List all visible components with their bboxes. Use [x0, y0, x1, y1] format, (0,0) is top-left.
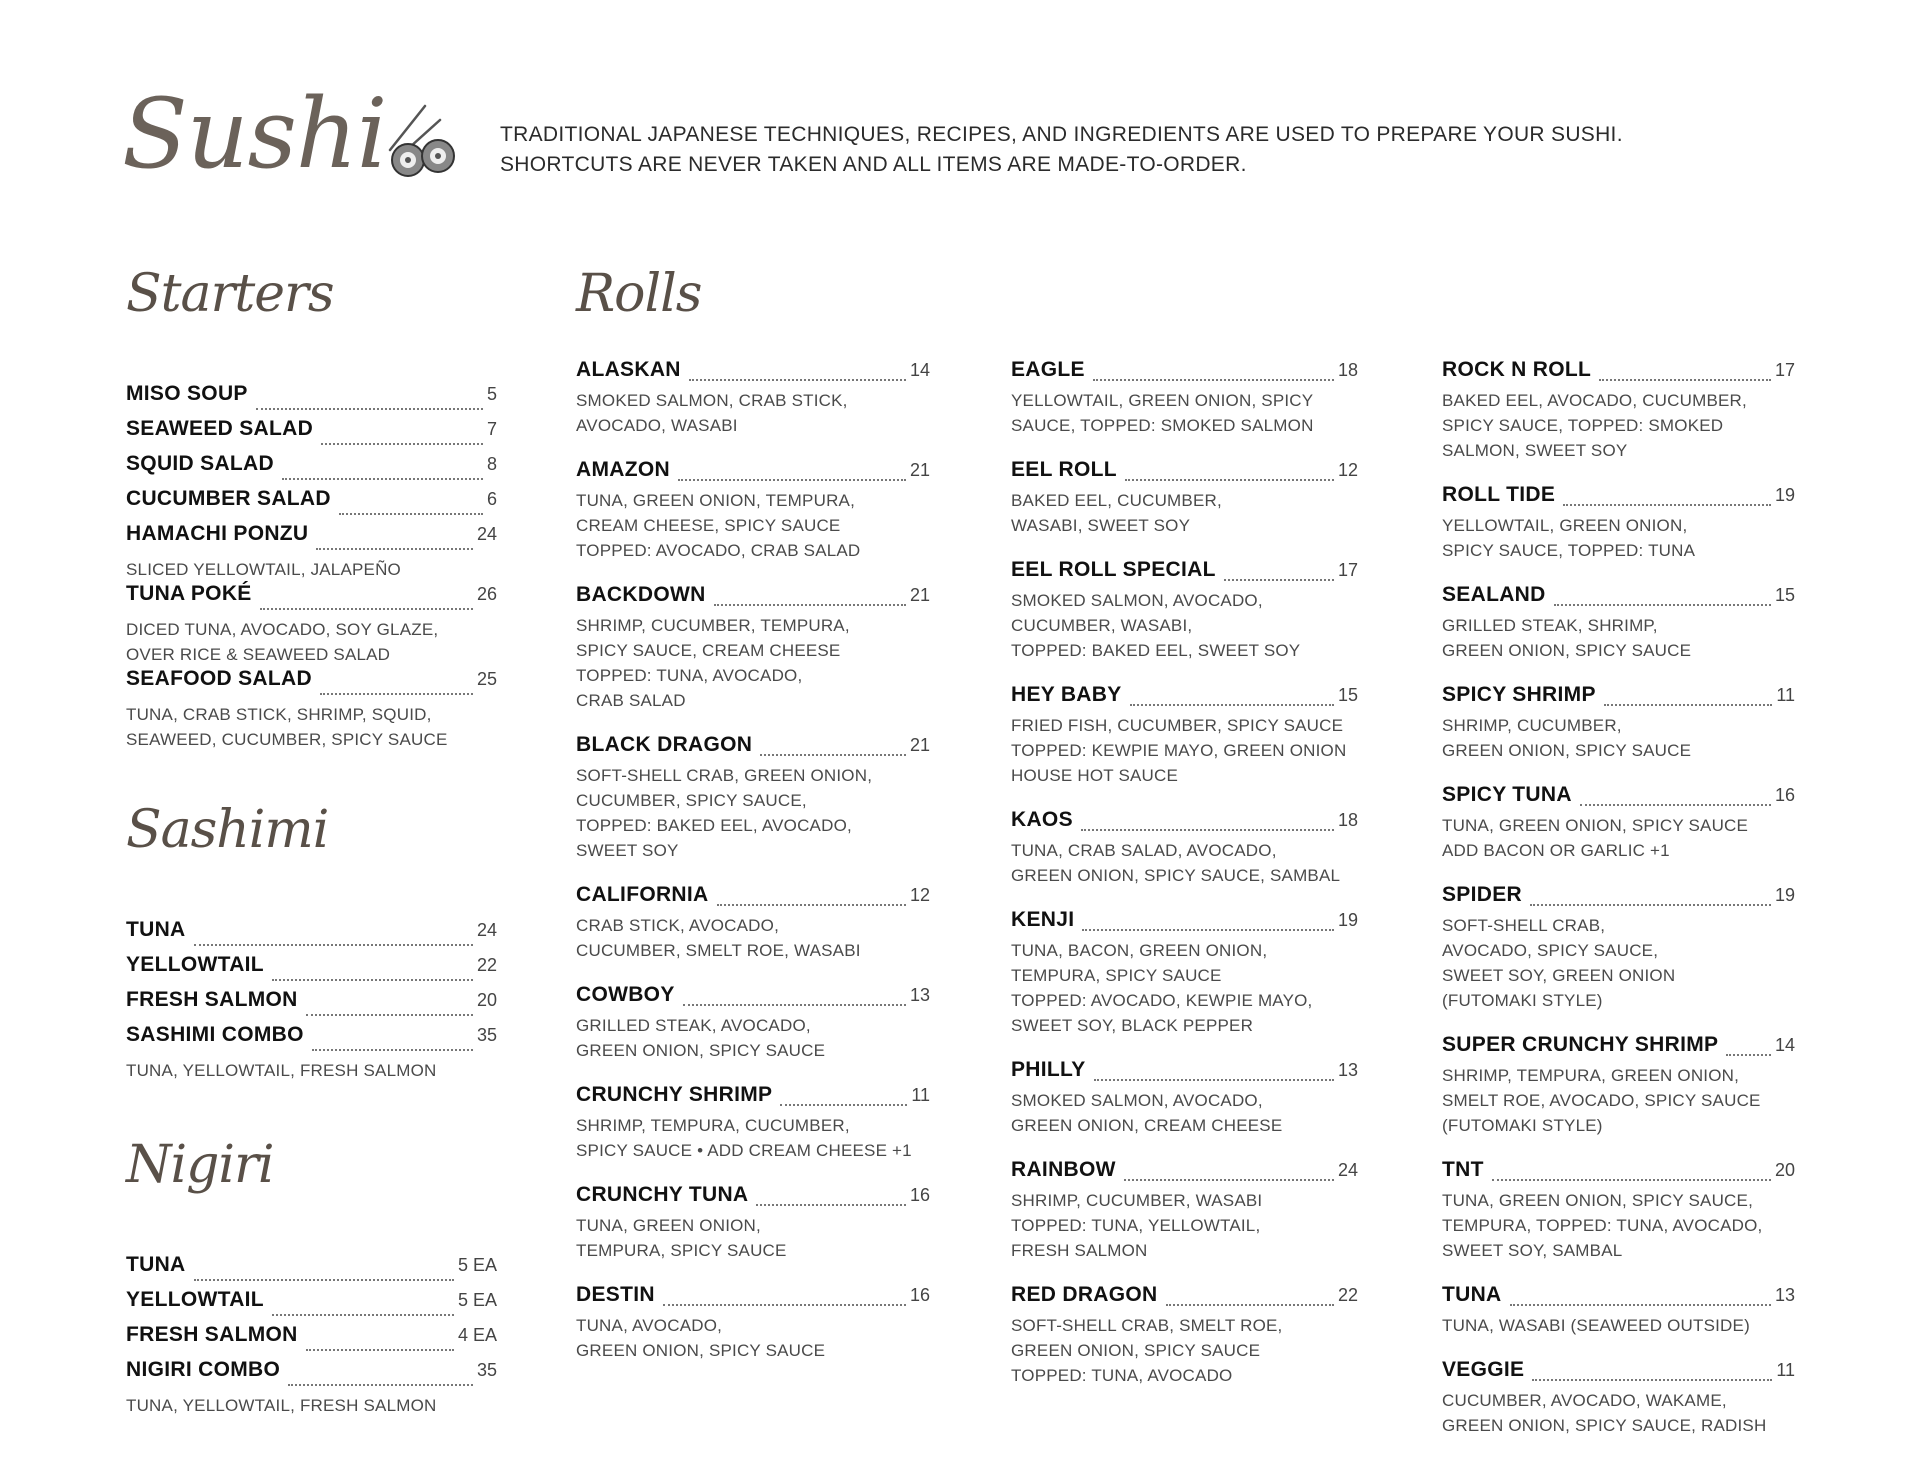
menu-item: [576, 1083, 930, 1163]
dot-leader: [689, 379, 906, 381]
menu-item: [126, 582, 497, 667]
menu-item: [1442, 883, 1795, 1013]
dot-leader: [1124, 1179, 1334, 1181]
menu-item-price: 15: [1337, 685, 1358, 705]
menu-item-name: KENJI: [1011, 908, 1075, 931]
menu-item-price: 4 EA: [457, 1325, 497, 1345]
menu-item: [126, 1023, 497, 1083]
dot-leader: [282, 478, 483, 480]
menu-item-name: BLACK DRAGON: [576, 733, 753, 756]
menu-item-description: TUNA, CRAB SALAD, AVOCADO, GREEN ONION, SPICY SAUCE, SAMBAL: [1011, 841, 1341, 885]
menu-item-description: TUNA, CRAB STICK, SHRIMP, SQUID, SEAWEED, CUCUMBER, SPICY SAUCE: [126, 705, 448, 749]
menu-item: [576, 883, 930, 963]
menu-item-name: SPICY SHRIMP: [1442, 683, 1596, 706]
menu-item-description: TUNA, BACON, GREEN ONION, TEMPURA, SPICY SAUCE TOPPED: AVOCADO, KEWPIE MAYO, SWEET SOY, BLACK PEPPER: [1011, 941, 1313, 1035]
dot-leader: [312, 1049, 473, 1051]
nigiri-list: [126, 1253, 497, 1418]
menu-item: [126, 522, 497, 582]
menu-item-name: HAMACHI PONZU: [126, 522, 309, 545]
dot-leader: [1166, 1304, 1334, 1306]
menu-item-row: [1442, 1358, 1795, 1388]
menu-item-name: EAGLE: [1011, 358, 1085, 381]
menu-item-name: TUNA: [1442, 1283, 1502, 1306]
menu-item-price: 19: [1774, 885, 1795, 905]
menu-item-row: [1011, 358, 1358, 388]
menu-item-description: BAKED EEL, CUCUMBER, WASABI, SWEET SOY: [1011, 491, 1222, 535]
menu-item: [126, 452, 497, 487]
dot-leader: [756, 1204, 906, 1206]
menu-item: [126, 487, 497, 522]
dot-leader: [1094, 1079, 1334, 1081]
menu-item-name: ROCK N ROLL: [1442, 358, 1592, 381]
menu-item-price: 21: [909, 585, 930, 605]
menu-item-name: AMAZON: [576, 458, 670, 481]
dot-leader: [194, 1279, 454, 1281]
dot-leader: [1082, 929, 1334, 931]
page-title: Sushi: [122, 78, 387, 190]
menu-item-price: 17: [1774, 360, 1795, 380]
dot-leader: [1554, 604, 1771, 606]
menu-item: [576, 458, 930, 563]
menu-item: [1442, 583, 1795, 663]
menu-item-description: GRILLED STEAK, SHRIMP, GREEN ONION, SPICY SAUCE: [1442, 616, 1692, 660]
menu-item-row: [126, 382, 497, 417]
section-heading-nigiri: Nigiri: [126, 1135, 274, 1195]
menu-item-row: [576, 458, 930, 488]
menu-item-description: SHRIMP, TEMPURA, GREEN ONION, SMELT ROE, AVOCADO, SPICY SAUCE (FUTOMAKI STYLE): [1442, 1066, 1761, 1135]
menu-item: [1011, 1283, 1358, 1388]
menu-item: [1442, 683, 1795, 763]
menu-item-row: [126, 1253, 497, 1288]
menu-item: [576, 358, 930, 438]
menu-item: [1442, 483, 1795, 563]
menu-item-name: MISO SOUP: [126, 382, 248, 405]
dot-leader: [780, 1104, 907, 1106]
dot-leader: [1604, 704, 1773, 706]
menu-item-row: [576, 1283, 930, 1313]
dot-leader: [683, 1004, 906, 1006]
menu-item-name: PHILLY: [1011, 1058, 1086, 1081]
menu-item-row: [126, 1358, 497, 1393]
menu-item-name: YELLOWTAIL: [126, 953, 264, 976]
menu-item-name: SEAFOOD SALAD: [126, 667, 312, 690]
rolls-column-2: [1011, 358, 1358, 1408]
dot-leader: [306, 1014, 473, 1016]
menu-item-price: 24: [1337, 1160, 1358, 1180]
menu-item-price: 18: [1337, 810, 1358, 830]
dot-leader: [760, 754, 906, 756]
menu-item: [126, 988, 497, 1023]
menu-item-name: EEL ROLL: [1011, 458, 1117, 481]
menu-item-price: 13: [1337, 1060, 1358, 1080]
menu-item-description: DICED TUNA, AVOCADO, SOY GLAZE, OVER RICE & SEAWEED SALAD: [126, 620, 439, 664]
dot-leader: [717, 904, 906, 906]
dot-leader: [1530, 904, 1771, 906]
menu-item-description: CUCUMBER, AVOCADO, WAKAME, GREEN ONION, SPICY SAUCE, RADISH: [1442, 1391, 1767, 1435]
dot-leader: [663, 1304, 906, 1306]
menu-item-name: RAINBOW: [1011, 1158, 1116, 1181]
menu-item-description: BAKED EEL, AVOCADO, CUCUMBER, SPICY SAUCE, TOPPED: SMOKED SALMON, SWEET SOY: [1442, 391, 1747, 460]
dot-leader: [194, 944, 473, 946]
menu-item-price: 35: [476, 1360, 497, 1380]
menu-item-name: TUNA: [126, 1253, 186, 1276]
menu-item-price: 11: [1776, 685, 1795, 705]
starters-list: [126, 382, 497, 752]
menu-item-price: 21: [909, 460, 930, 480]
menu-item-row: [1442, 683, 1795, 713]
menu-item-row: [576, 583, 930, 613]
menu-item-price: 17: [1337, 560, 1358, 580]
menu-item-price: 6: [486, 489, 497, 509]
menu-item: [576, 983, 930, 1063]
sashimi-list: [126, 918, 497, 1083]
dot-leader: [714, 604, 906, 606]
menu-item-name: CUCUMBER SALAD: [126, 487, 331, 510]
menu-item-description: CRAB STICK, AVOCADO, CUCUMBER, SMELT ROE, WASABI: [576, 916, 861, 960]
menu-item-price: 14: [1774, 1035, 1795, 1055]
menu-item-row: [1442, 1283, 1795, 1313]
menu-item-description: SOFT-SHELL CRAB, AVOCADO, SPICY SAUCE, SWEET SOY, GREEN ONION (FUTOMAKI STYLE): [1442, 916, 1676, 1010]
menu-item-price: 18: [1337, 360, 1358, 380]
menu-item-price: 15: [1774, 585, 1795, 605]
menu-item-description: SHRIMP, TEMPURA, CUCUMBER, SPICY SAUCE • ADD CREAM CHEESE +1: [576, 1116, 912, 1160]
menu-item-description: TUNA, GREEN ONION, SPICY SAUCE ADD BACON OR GARLIC +1: [1442, 816, 1749, 860]
menu-item-row: [126, 417, 497, 452]
menu-item-name: SPIDER: [1442, 883, 1522, 906]
menu-item: [1011, 908, 1358, 1038]
menu-item-row: [576, 883, 930, 913]
menu-item-row: [126, 1023, 497, 1058]
dot-leader: [1130, 704, 1334, 706]
menu-item: [1442, 1158, 1795, 1263]
menu-item-name: FRESH SALMON: [126, 988, 298, 1011]
menu-item: [1442, 1033, 1795, 1138]
menu-item-description: YELLOWTAIL, GREEN ONION, SPICY SAUCE, TOPPED: TUNA: [1442, 516, 1696, 560]
menu-item-name: SPICY TUNA: [1442, 783, 1572, 806]
menu-item-description: SOFT-SHELL CRAB, SMELT ROE, GREEN ONION, SPICY SAUCE TOPPED: TUNA, AVOCADO: [1011, 1316, 1283, 1385]
menu-item-name: CALIFORNIA: [576, 883, 709, 906]
menu-item-name: SUPER CRUNCHY SHRIMP: [1442, 1033, 1719, 1056]
menu-item-description: SLICED YELLOWTAIL, JALAPEÑO: [126, 560, 401, 579]
menu-item-name: YELLOWTAIL: [126, 1288, 264, 1311]
rolls-column-1: [576, 358, 930, 1383]
menu-item-row: [126, 953, 497, 988]
menu-item-price: 14: [909, 360, 930, 380]
menu-item-row: [1011, 1283, 1358, 1313]
menu-item-row: [576, 1083, 930, 1113]
menu-item-name: CRUNCHY SHRIMP: [576, 1083, 773, 1106]
menu-item-row: [1442, 483, 1795, 513]
menu-item-price: 20: [476, 990, 497, 1010]
menu-item-row: [126, 487, 497, 522]
menu-item-name: TNT: [1442, 1158, 1484, 1181]
menu-item-row: [1011, 1058, 1358, 1088]
menu-item: [1011, 683, 1358, 788]
menu-item-description: SMOKED SALMON, CRAB STICK, AVOCADO, WASABI: [576, 391, 848, 435]
dot-leader: [260, 608, 473, 610]
menu-item-price: 13: [909, 985, 930, 1005]
dot-leader: [1510, 1304, 1771, 1306]
dot-leader: [1580, 804, 1771, 806]
menu-item-row: [1442, 783, 1795, 813]
menu-item: [126, 918, 497, 953]
menu-item-name: BACKDOWN: [576, 583, 706, 606]
menu-item-price: 7: [486, 419, 497, 439]
menu-item-price: 12: [909, 885, 930, 905]
menu-item: [1011, 558, 1358, 663]
menu-item-price: 11: [911, 1085, 930, 1105]
menu-item-price: 13: [1774, 1285, 1795, 1305]
menu-item: [1011, 1158, 1358, 1263]
dot-leader: [288, 1384, 473, 1386]
menu-item: [1442, 1283, 1795, 1338]
left-column: [126, 264, 497, 1418]
menu-item: [126, 1253, 497, 1288]
menu-item: [576, 583, 930, 713]
rolls-column-3: [1442, 358, 1795, 1458]
menu-item-row: [1011, 908, 1358, 938]
section-heading-sashimi: Sashimi: [126, 800, 329, 860]
menu-item-description: TUNA, GREEN ONION, TEMPURA, CREAM CHEESE, SPICY SAUCE TOPPED: AVOCADO, CRAB SALAD: [576, 491, 861, 560]
menu-item: [1011, 358, 1358, 438]
menu-item-description: FRIED FISH, CUCUMBER, SPICY SAUCE TOPPED: KEWPIE MAYO, GREEN ONION HOUSE HOT SAUCE: [1011, 716, 1347, 785]
menu-item-price: 5: [486, 384, 497, 404]
menu-item-name: COWBOY: [576, 983, 675, 1006]
dot-leader: [678, 479, 906, 481]
menu-item-price: 20: [1774, 1160, 1795, 1180]
dot-leader: [256, 408, 483, 410]
menu-item-description: SMOKED SALMON, AVOCADO, GREEN ONION, CREAM CHEESE: [1011, 1091, 1283, 1135]
menu-item-price: 12: [1337, 460, 1358, 480]
dot-leader: [1125, 479, 1334, 481]
menu-item-description: TUNA, GREEN ONION, SPICY SAUCE, TEMPURA, TOPPED: TUNA, AVOCADO, SWEET SOY, SAMBAL: [1442, 1191, 1763, 1260]
menu-item-price: 25: [476, 669, 497, 689]
menu-item-row: [126, 1288, 497, 1323]
menu-item-name: NIGIRI COMBO: [126, 1358, 281, 1381]
menu-item-price: 21: [909, 735, 930, 755]
menu-item: [1442, 1358, 1795, 1438]
dot-leader: [316, 548, 473, 550]
menu-item-row: [126, 918, 497, 953]
menu-item-name: DESTIN: [576, 1283, 655, 1306]
menu-item-price: 16: [1774, 785, 1795, 805]
menu-item: [126, 1358, 497, 1418]
menu-item-row: [126, 988, 497, 1023]
dot-leader: [1081, 829, 1334, 831]
menu-item-price: 11: [1776, 1360, 1795, 1380]
dot-leader: [272, 1314, 454, 1316]
menu-item-description: TUNA, WASABI (SEAWEED OUTSIDE): [1442, 1316, 1750, 1335]
menu-item: [1011, 458, 1358, 538]
menu-item-description: SHRIMP, CUCUMBER, GREEN ONION, SPICY SAUCE: [1442, 716, 1692, 760]
menu-item-name: TUNA POKÉ: [126, 582, 252, 605]
dot-leader: [272, 979, 473, 981]
menu-item-name: ALASKAN: [576, 358, 681, 381]
menu-item-name: HEY BABY: [1011, 683, 1122, 706]
menu-item-row: [1011, 808, 1358, 838]
menu-item-row: [1011, 683, 1358, 713]
menu-item-name: SASHIMI COMBO: [126, 1023, 304, 1046]
menu-item: [126, 1288, 497, 1323]
menu-item-price: 35: [476, 1025, 497, 1045]
menu-item-row: [576, 1183, 930, 1213]
menu-item: [1011, 808, 1358, 888]
menu-item-name: VEGGIE: [1442, 1358, 1525, 1381]
menu-item-name: KAOS: [1011, 808, 1073, 831]
menu-item-price: 5 EA: [457, 1255, 497, 1275]
menu-item-price: 16: [909, 1185, 930, 1205]
dot-leader: [1563, 504, 1771, 506]
menu-item: [126, 667, 497, 752]
menu-item-price: 19: [1774, 485, 1795, 505]
menu-item-name: FRESH SALMON: [126, 1323, 298, 1346]
dot-leader: [320, 693, 473, 695]
menu-item-name: ROLL TIDE: [1442, 483, 1556, 506]
menu-item-name: SEALAND: [1442, 583, 1546, 606]
menu-item-name: SQUID SALAD: [126, 452, 274, 475]
menu-item-row: [1011, 558, 1358, 588]
menu-item-description: TUNA, GREEN ONION, TEMPURA, SPICY SAUCE: [576, 1216, 787, 1260]
menu-item-row: [1011, 458, 1358, 488]
menu-item-row: [576, 358, 930, 388]
menu-item-description: SHRIMP, CUCUMBER, WASABI TOPPED: TUNA, YELLOWTAIL, FRESH SALMON: [1011, 1191, 1263, 1260]
section-heading-rolls: Rolls: [576, 264, 702, 324]
menu-item-row: [126, 452, 497, 487]
dot-leader: [1599, 379, 1771, 381]
menu-item: [126, 417, 497, 452]
dot-leader: [1532, 1379, 1772, 1381]
dot-leader: [1093, 379, 1334, 381]
menu-item-name: RED DRAGON: [1011, 1283, 1158, 1306]
menu-item-description: TUNA, YELLOWTAIL, FRESH SALMON: [126, 1061, 437, 1080]
intro-line: TRADITIONAL JAPANESE TECHNIQUES, RECIPES, AND INGREDIENTS ARE USED TO PREPARE YOUR SUSHI.: [500, 123, 1623, 146]
menu-item: [126, 1323, 497, 1358]
menu-item: [576, 1183, 930, 1263]
sushi-rolls-chopsticks-icon: [380, 100, 470, 190]
menu-item: [576, 1283, 930, 1363]
menu-item-name: SEAWEED SALAD: [126, 417, 314, 440]
menu-item-description: SHRIMP, CUCUMBER, TEMPURA, SPICY SAUCE, CREAM CHEESE TOPPED: TUNA, AVOCADO, CRAB SALAD: [576, 616, 850, 710]
menu-item-description: TUNA, AVOCADO, GREEN ONION, SPICY SAUCE: [576, 1316, 826, 1360]
menu-item-name: EEL ROLL SPECIAL: [1011, 558, 1216, 581]
menu-item-row: [126, 582, 497, 617]
menu-item-description: GRILLED STEAK, AVOCADO, GREEN ONION, SPICY SAUCE: [576, 1016, 826, 1060]
menu-item-row: [1442, 883, 1795, 913]
menu-item-row: [1442, 583, 1795, 613]
menu-item-description: SOFT-SHELL CRAB, GREEN ONION, CUCUMBER, SPICY SAUCE, TOPPED: BAKED EEL, AVOCADO, SWEET SOY: [576, 766, 873, 860]
menu-item-price: 8: [486, 454, 497, 474]
dot-leader: [1492, 1179, 1771, 1181]
intro-line: SHORTCUTS ARE NEVER TAKEN AND ALL ITEMS ARE MADE-TO-ORDER.: [500, 153, 1247, 176]
menu-item-description: TUNA, YELLOWTAIL, FRESH SALMON: [126, 1396, 437, 1415]
menu-item-price: 24: [476, 524, 497, 544]
menu-item: [576, 733, 930, 863]
dot-leader: [1726, 1054, 1771, 1056]
dot-leader: [339, 513, 483, 515]
menu-item-price: 5 EA: [457, 1290, 497, 1310]
menu-item-price: 26: [476, 584, 497, 604]
menu-item-price: 19: [1337, 910, 1358, 930]
menu-item-price: 16: [909, 1285, 930, 1305]
menu-item-price: 24: [476, 920, 497, 940]
menu-item-row: [126, 522, 497, 557]
menu-item-row: [576, 983, 930, 1013]
menu-item-row: [1011, 1158, 1358, 1188]
menu-item-price: 22: [1337, 1285, 1358, 1305]
menu-item-name: TUNA: [126, 918, 186, 941]
menu-item-row: [1442, 1158, 1795, 1188]
section-heading-starters: Starters: [126, 264, 334, 324]
dot-leader: [321, 443, 483, 445]
menu-item-description: YELLOWTAIL, GREEN ONION, SPICY SAUCE, TOPPED: SMOKED SALMON: [1011, 391, 1314, 435]
menu-item: [126, 953, 497, 988]
menu-item-row: [126, 667, 497, 702]
intro-text: [500, 120, 1623, 180]
menu-item: [1442, 358, 1795, 463]
dot-leader: [306, 1349, 454, 1351]
menu-item-row: [126, 1323, 497, 1358]
menu-item-name: CRUNCHY TUNA: [576, 1183, 749, 1206]
menu-item-row: [576, 733, 930, 763]
menu-item-row: [1442, 1033, 1795, 1063]
menu-item: [1011, 1058, 1358, 1138]
dot-leader: [1224, 579, 1334, 581]
menu-item: [126, 382, 497, 417]
menu-item-price: 22: [476, 955, 497, 975]
menu-item-row: [1442, 358, 1795, 388]
menu-item: [1442, 783, 1795, 863]
menu-item-description: SMOKED SALMON, AVOCADO, CUCUMBER, WASABI, TOPPED: BAKED EEL, SWEET SOY: [1011, 591, 1301, 660]
